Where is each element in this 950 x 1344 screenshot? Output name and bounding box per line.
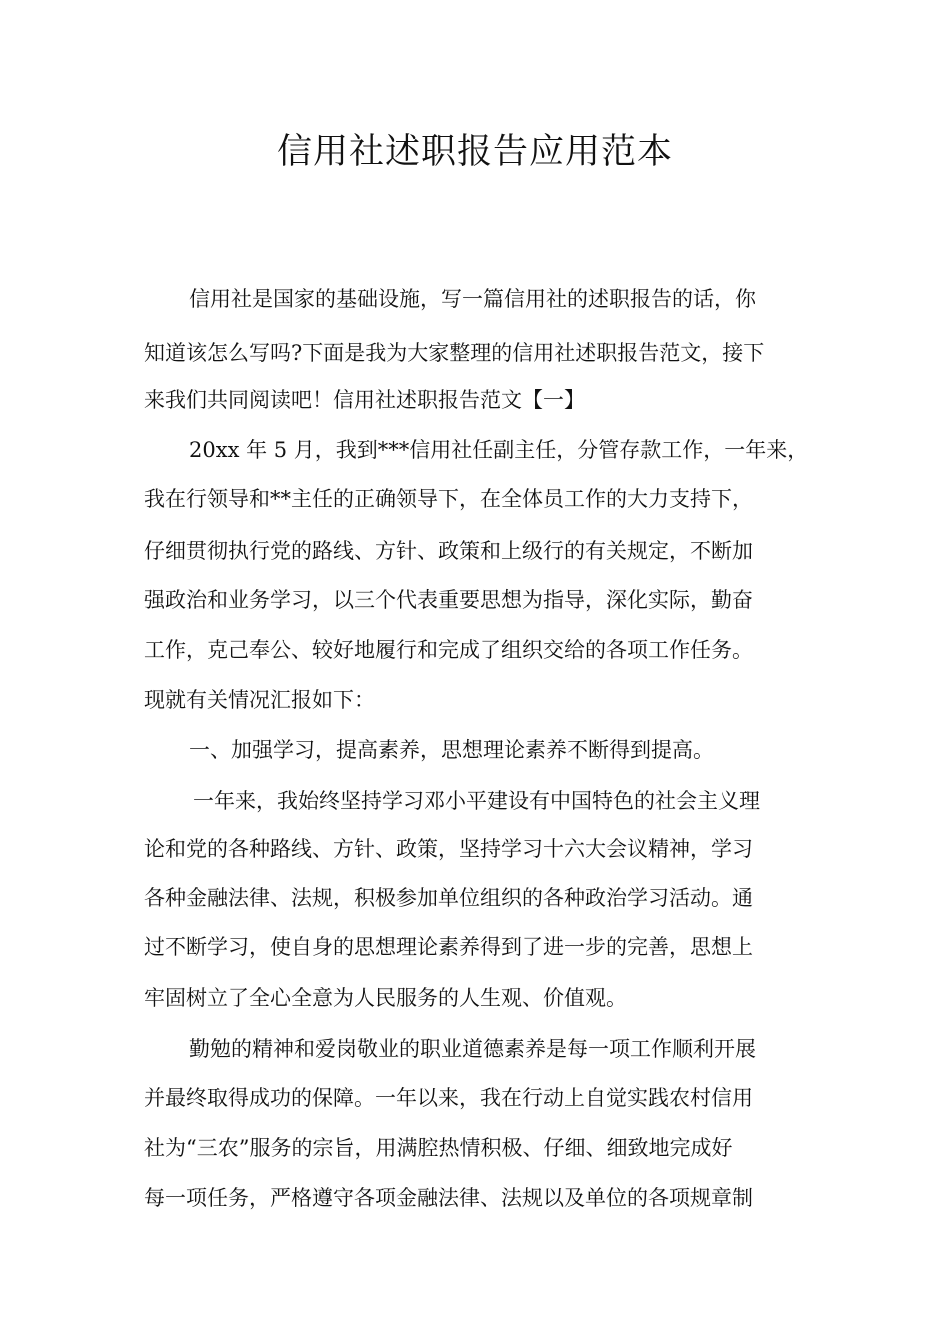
paragraph-line: 一年来，我始终坚持学习邓小平建设有中国特色的社会主义理 xyxy=(193,789,760,813)
paragraph-line: 牢固树立了全心全意为人民服务的人生观、价值观。 xyxy=(144,986,627,1010)
paragraph-line: 我在行领导和**主任的正确领导下，在全体员工作的大力支持下， xyxy=(144,487,753,511)
paragraph-line: 工作，克己奉公、较好地履行和完成了组织交给的各项工作任务。 xyxy=(144,638,753,662)
paragraph-line: 勤勉的精神和爱岗敬业的职业道德素养是每一项工作顺利开展 xyxy=(189,1037,756,1061)
paragraph-line: 知道该怎么写吗?下面是我为大家整理的信用社述职报告范文，接下 xyxy=(144,341,765,365)
paragraph-line: 过不断学习，使自身的思想理论素养得到了进一步的完善，思想上 xyxy=(144,935,753,959)
paragraph-line: 仔细贯彻执行党的路线、方针、政策和上级行的有关规定，不断加 xyxy=(144,539,753,563)
paragraph-line: 并最终取得成功的保障。一年以来，我在行动上自觉实践农村信用 xyxy=(144,1086,753,1110)
paragraph-line: 强政治和业务学习，以三个代表重要思想为指导，深化实际，勤奋 xyxy=(144,588,753,612)
paragraph-line: 社为“三农”服务的宗旨，用满腔热情积极、仔细、细致地完成好 xyxy=(144,1136,733,1160)
paragraph-line: 每一项任务，严格遵守各项金融法律、法规以及单位的各项规章制 xyxy=(144,1186,753,1210)
paragraph-line: 20xx 年 5 月，我到***信用社任副主任，分管存款工作，一年来， xyxy=(189,438,809,462)
paragraph-line: 来我们共同阅读吧！信用社述职报告范文【一】 xyxy=(144,388,585,412)
paragraph-line: 现就有关情况汇报如下： xyxy=(144,688,375,712)
paragraph-line: 信用社是国家的基础设施，写一篇信用社的述职报告的话，你 xyxy=(189,287,756,311)
section-heading: 一、加强学习，提高素养，思想理论素养不断得到提高。 xyxy=(189,738,714,762)
paragraph-line: 论和党的各种路线、方针、政策，坚持学习十六大会议精神，学习 xyxy=(144,837,753,861)
paragraph-line: 各种金融法律、法规，积极参加单位组织的各种政治学习活动。通 xyxy=(144,886,753,910)
document-title: 信用社述职报告应用范本 xyxy=(276,132,673,172)
